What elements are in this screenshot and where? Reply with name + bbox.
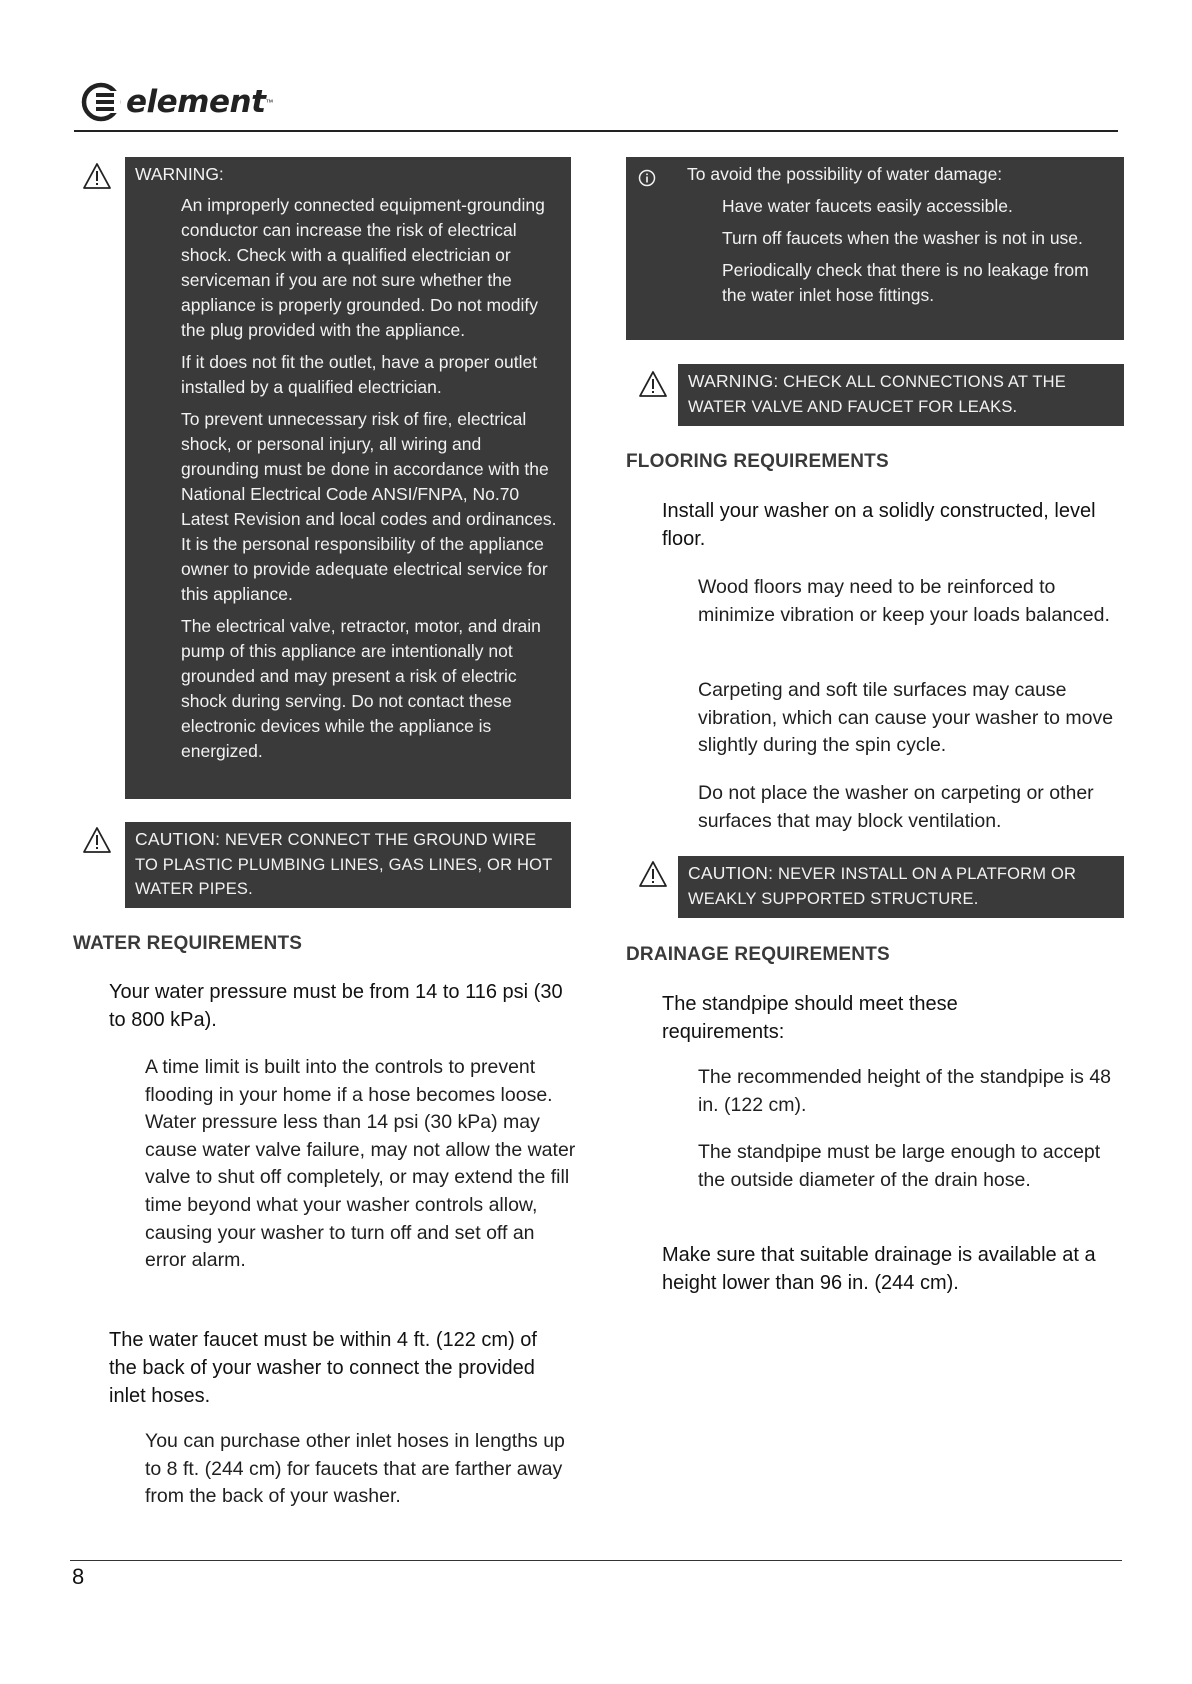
brand-logo [80, 80, 273, 124]
trademark-symbol: ™ [265, 97, 274, 107]
flooring-paragraph: Do not place the washer on carpeting or other surfaces that may block ventilation. [698, 782, 1094, 832]
warning-paragraph: An improperly connected equipment-grounding conductor can increase the risk of electrical shock. Check with a qualified electrician or serviceman if you are not sure whether the appliance is properly grounded. Do not modify the plug provided with the appliance. [181, 195, 545, 340]
footer-divider [70, 1560, 1122, 1561]
flooring-paragraph: Wood floors may need to be reinforced to minimize vibration or keep your loads balanced. [698, 576, 1110, 626]
drainage-height-lead: Make sure that suitable drainage is available at a height lower than 96 in. (244 cm). [662, 1244, 1096, 1294]
warning-paragraph: If it does not fit the outlet, have a proper outlet installed by a qualified electrician. [181, 352, 538, 397]
water-requirements-heading: WATER REQUIREMENTS [73, 933, 303, 954]
caution-text: NEVER INSTALL ON A PLATFORM OR WEAKLY SUPPORTED STRUCTURE. [688, 865, 1077, 908]
flooring-paragraph: Carpeting and soft tile surfaces may cause vibration, which can cause your washer to move slightly during the spin cycle. [698, 679, 1114, 757]
info-title: To avoid the possibility of water damage: [687, 164, 1003, 184]
header-divider [74, 130, 1118, 132]
connections-warning-box [678, 364, 1124, 426]
flooring-requirements-heading: FLOORING REQUIREMENTS [626, 451, 889, 472]
info-item: Have water faucets easily accessible. [722, 196, 1013, 216]
warning-title: WARNING: [135, 164, 224, 184]
water-pressure-body: A time limit is built into the controls to prevent flooding in your home if a hose becomes loose. Water pressure less than 14 psi (30 kPa) may cause water valve failure, may not allow the water valve to shut off completely, or may extend the fill time beyond what your washer controls allow, causing your washer to turn off and set off an error alarm. [145, 1056, 576, 1272]
water-pressure-lead: Your water pressure must be from 14 to 116 psi (30 to 800 kPa). [109, 981, 563, 1031]
platform-caution-box [678, 856, 1124, 918]
warning-paragraph: To prevent unnecessary risk of fire, electrical shock, or personal injury, all wiring and grounding must be done in accordance with the National Electrical Code ANSI/FNPA, No.70 Latest Revision and local codes and ordinances. It is the personal responsibility of the appliance owner to provide adequate electrical service for this appliance. [181, 409, 557, 604]
warning-triangle-icon [638, 860, 668, 888]
water-faucet-body: You can purchase other inlet hoses in lengths up to 8 ft. (244 cm) for faucets that are farther away from the back of your washer. [145, 1430, 565, 1508]
caution-text: NEVER CONNECT THE GROUND WIRE TO PLASTIC PLUMBING LINES, GAS LINES, OR HOT WATER PIPES. [135, 831, 553, 898]
warning-triangle-icon [82, 162, 112, 190]
flooring-lead: Install your washer on a solidly constructed, level floor. [662, 500, 1096, 550]
caution-label: CAUTION: [688, 863, 774, 883]
drainage-lead: The standpipe should meet these requirements: [662, 993, 958, 1043]
water-faucet-lead: The water faucet must be within 4 ft. (122 cm) of the back of your washer to connect the provided inlet hoses. [109, 1329, 537, 1407]
warning-label: WARNING: [688, 371, 779, 391]
caution-box [125, 822, 571, 908]
warning-triangle-icon [638, 370, 668, 398]
info-item: Turn off faucets when the washer is not in use. [722, 228, 1083, 248]
brand-name: element [126, 84, 266, 120]
drainage-paragraph: The standpipe must be large enough to accept the outside diameter of the drain hose. [698, 1141, 1101, 1191]
caution-label: CAUTION: [135, 829, 221, 849]
warning-text: CHECK ALL CONNECTIONS AT THE WATER VALVE AND FAUCET FOR LEAKS. [688, 373, 1066, 416]
drainage-requirements-heading: DRAINAGE REQUIREMENTS [626, 944, 890, 965]
info-icon [638, 169, 656, 187]
page-number: 8 [72, 1564, 85, 1589]
info-item: Periodically check that there is no leakage from the water inlet hose fittings. [722, 260, 1089, 305]
warning-paragraph: The electrical valve, retractor, motor, and drain pump of this appliance are intentionally not grounded and may present a risk of electric shock during serving. Do not contact these electronic devices while the appliance is energized. [181, 616, 541, 761]
water-damage-info-box [626, 157, 1124, 340]
warning-box [125, 157, 571, 799]
warning-triangle-icon [82, 826, 112, 854]
element-logo-icon [80, 81, 122, 123]
drainage-paragraph: The recommended height of the standpipe is 48 in. (122 cm). [698, 1066, 1112, 1116]
